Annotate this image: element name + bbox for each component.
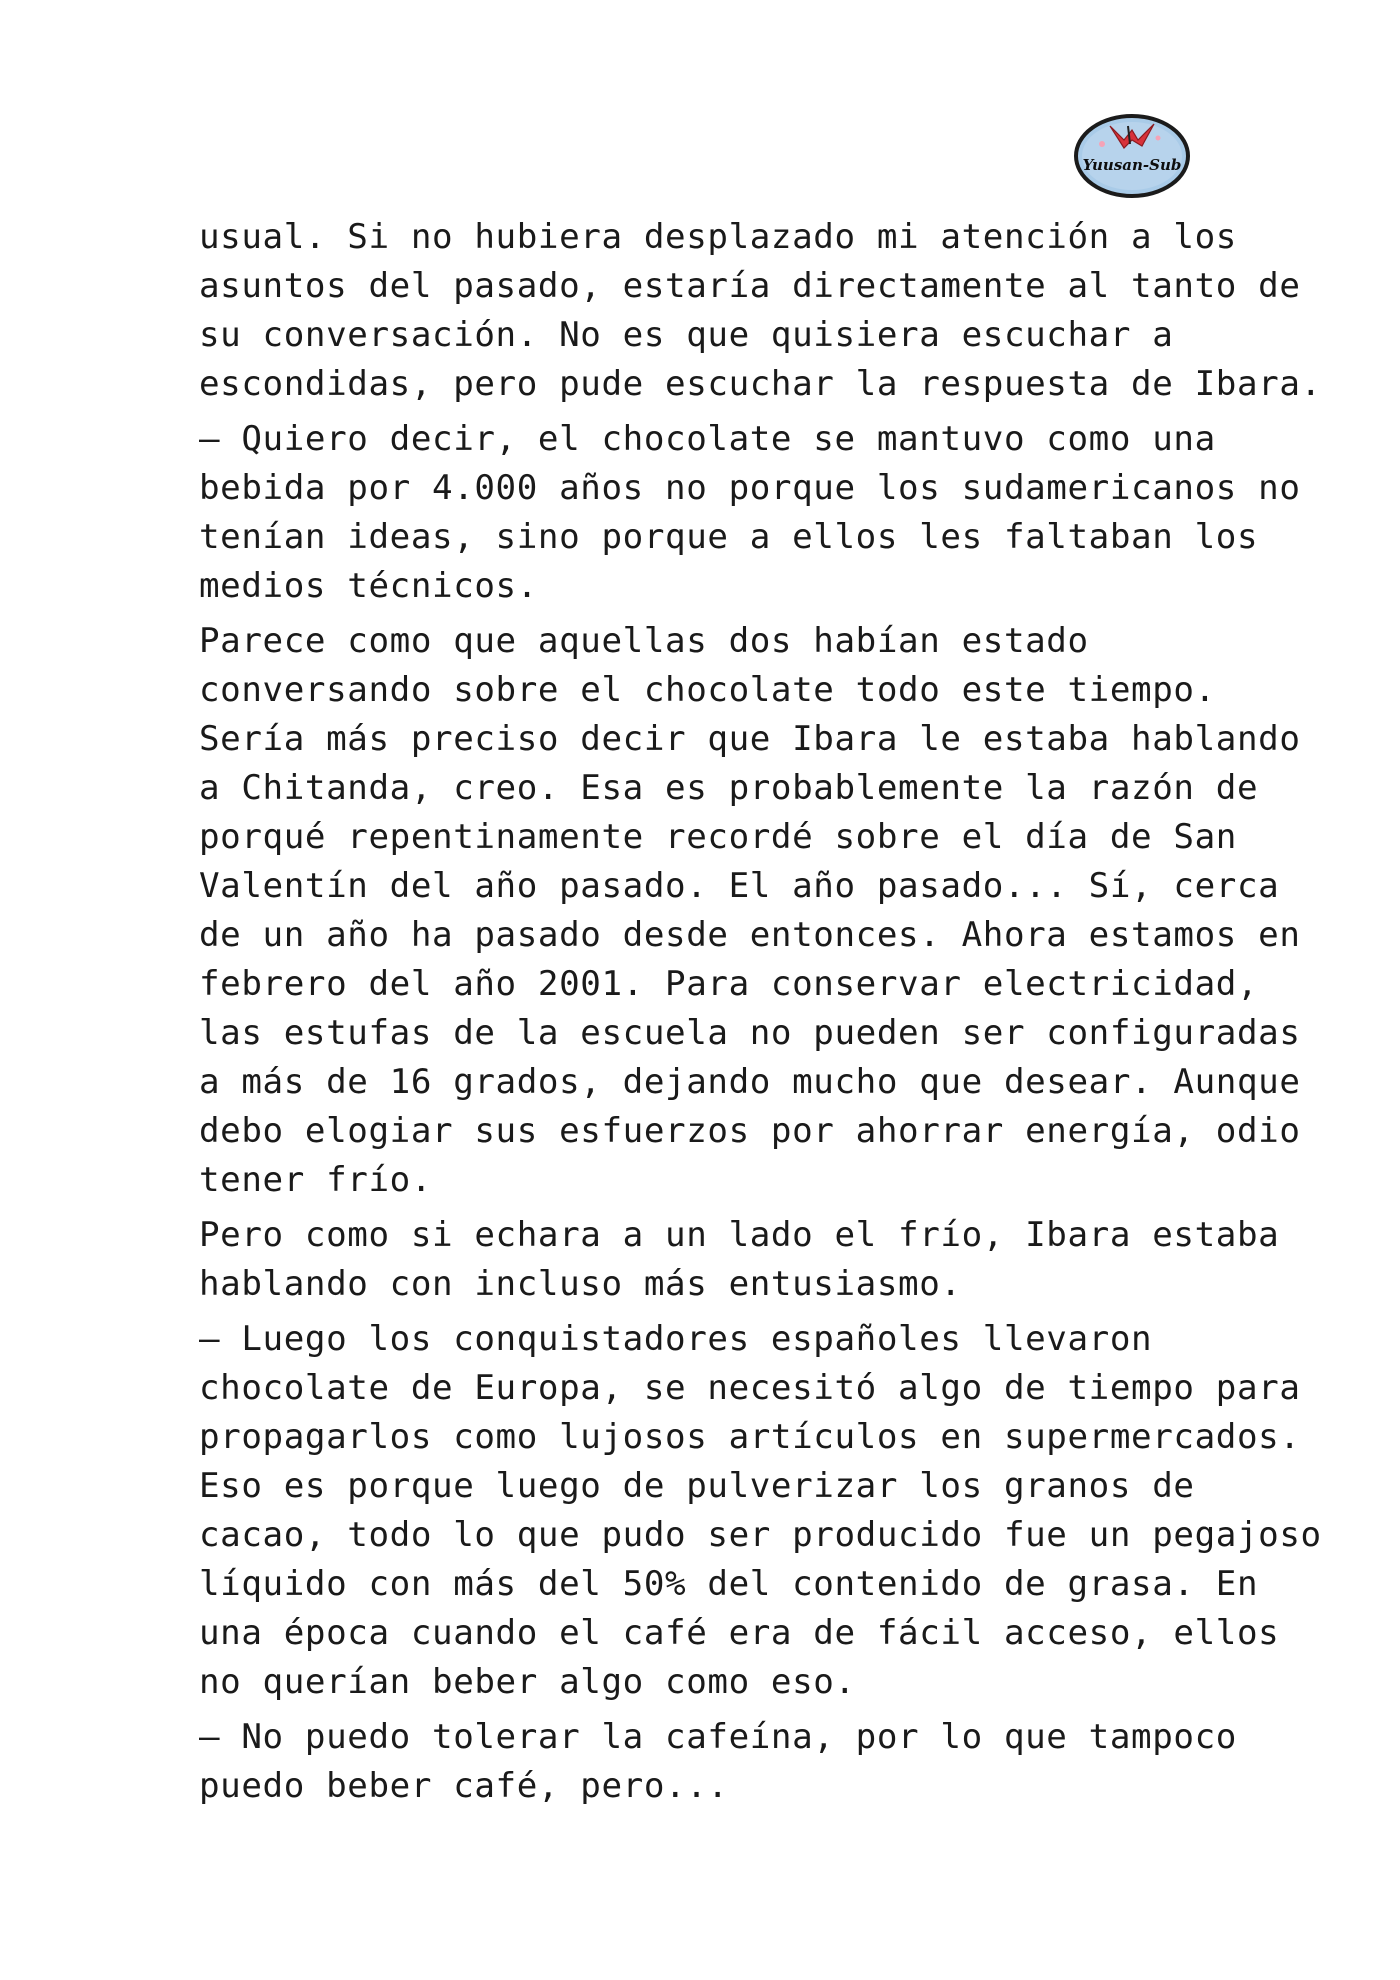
text-line: tener frío. <box>199 1160 433 1200</box>
text-line: Parece como que aquellas dos habían estado <box>199 621 1089 661</box>
text-line: cacao, todo lo que pudo ser producido fue un pegajoso <box>199 1515 1322 1555</box>
text-line: Sería más preciso decir que Ibara le estaba hablando <box>199 719 1301 759</box>
paragraph <box>199 1211 1280 1309</box>
paragraph <box>199 415 1301 611</box>
text-line: propagarlos como lujosos artículos en supermercados. <box>199 1417 1301 1457</box>
text-line: febrero del año 2001. Para conservar electricidad, <box>199 964 1259 1004</box>
text-line: chocolate de Europa, se necesitó algo de tiempo para <box>199 1368 1301 1408</box>
text-line: a más de 16 grados, dejando mucho que desear. Aunque <box>199 1062 1301 1102</box>
text-line: Eso es porque luego de pulverizar los granos de <box>199 1466 1195 1506</box>
paragraph <box>199 1315 1322 1707</box>
text-line: líquido con más del 50% del contenido de grasa. En <box>199 1564 1259 1604</box>
paragraph <box>199 617 1301 1205</box>
text-line: medios técnicos. <box>199 566 538 606</box>
text-line: una época cuando el café era de fácil acceso, ellos <box>199 1613 1280 1653</box>
text-line: su conversación. No es que quisiera escuchar a <box>199 315 1174 355</box>
text-line: bebida por 4.000 años no porque los sudamericanos no <box>199 468 1301 508</box>
text-line: hablando con incluso más entusiasmo. <box>199 1264 962 1304</box>
paragraph <box>199 1713 1237 1811</box>
text-line: porqué repentinamente recordé sobre el día de San <box>199 817 1237 857</box>
text-line: – No puedo tolerar la cafeína, por lo que tampoco <box>199 1717 1237 1757</box>
logo-text: Yuusan-Sub <box>1082 156 1182 174</box>
text-line: debo elogiar sus esfuerzos por ahorrar energía, odio <box>199 1111 1301 1151</box>
text-line: a Chitanda, creo. Esa es probablemente la razón de <box>199 768 1259 808</box>
text-line: de un año ha pasado desde entonces. Ahora estamos en <box>199 915 1301 955</box>
text-line: las estufas de la escuela no pueden ser configuradas <box>199 1013 1301 1053</box>
text-line: usual. Si no hubiera desplazado mi atención a los <box>199 217 1237 257</box>
text-line: puedo beber café, pero... <box>199 1766 729 1806</box>
text-line: – Luego los conquistadores españoles llevaron <box>199 1319 1153 1359</box>
text-line: Pero como si echara a un lado el frío, Ibara estaba <box>199 1215 1280 1255</box>
text-line: Valentín del año pasado. El año pasado... Sí, cerca <box>199 866 1280 906</box>
text-line: – Quiero decir, el chocolate se mantuvo como una <box>199 419 1216 459</box>
text-line: asuntos del pasado, estaría directamente al tanto de <box>199 266 1301 306</box>
text-line: tenían ideas, sino porque a ellos les faltaban los <box>199 517 1259 557</box>
paragraph <box>199 213 1322 409</box>
text-line: no querían beber algo como eso. <box>199 1662 856 1702</box>
yuusan-sub-logo <box>1072 104 1192 198</box>
text-line: escondidas, pero pude escuchar la respuesta de Ibara. <box>199 364 1322 404</box>
body-text <box>199 213 1322 1817</box>
text-line: conversando sobre el chocolate todo este tiempo. <box>199 670 1216 710</box>
